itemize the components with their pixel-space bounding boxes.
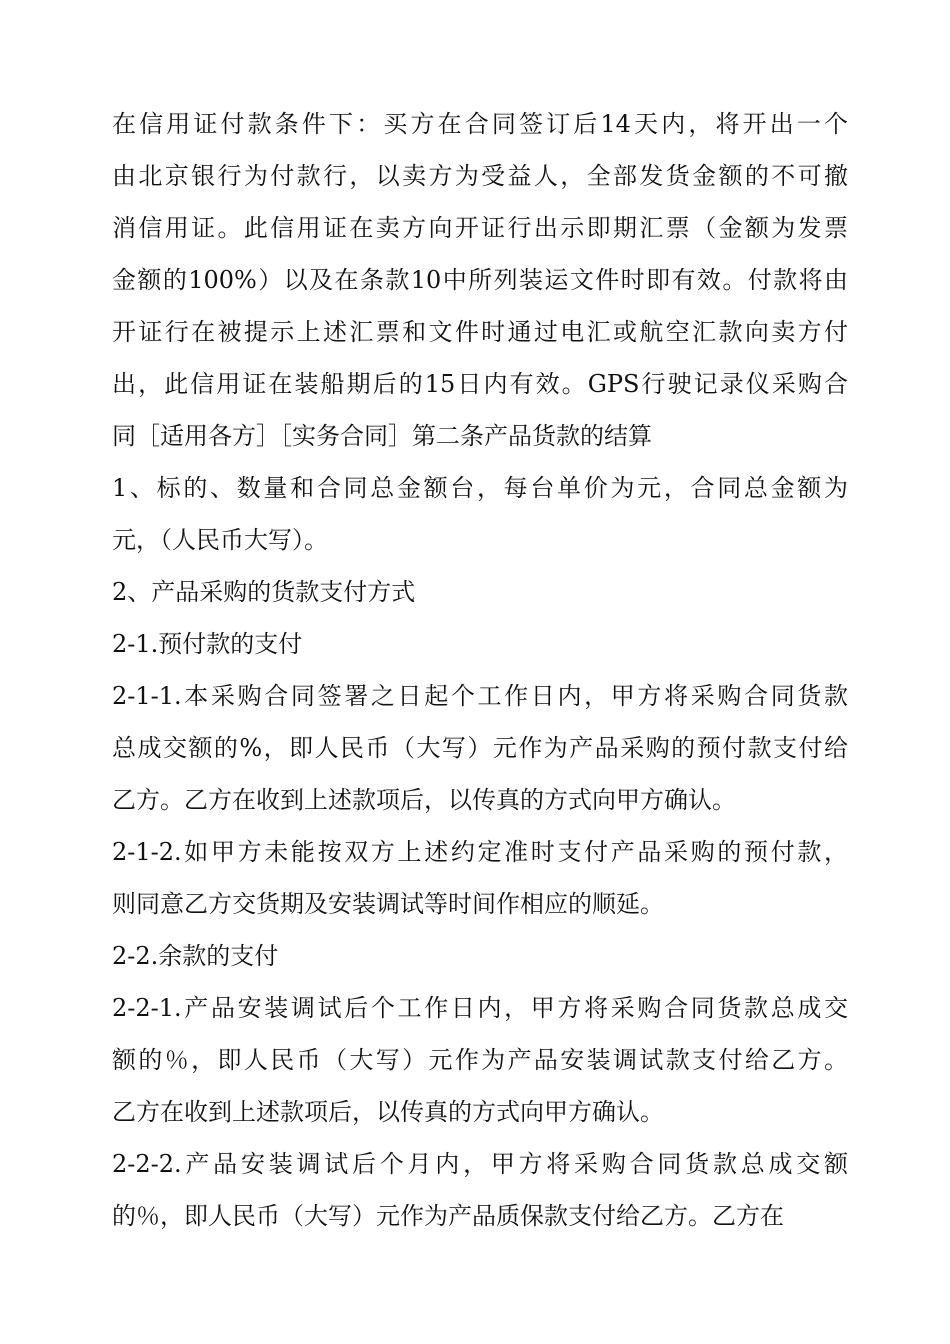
- text-line: 出，此信用证在装船期后的15日内有效。GPS行驶记录仪采购合: [112, 370, 848, 398]
- text-line: 元，（人民币大写）。: [112, 526, 328, 554]
- text-line: 的％，即人民币（大写）元作为产品质保款支付给乙方。乙方在: [112, 1202, 784, 1230]
- text-line: 在信用证付款条件下：买方在合同签订后14天内，将开出一个: [112, 110, 848, 138]
- text-line: 2-1-2.如甲方未能按双方上述约定准时支付产品采购的预付款，: [112, 838, 848, 866]
- text-line: 则同意乙方交货期及安装调试等时间作相应的顺延。: [112, 890, 664, 918]
- text-line: 2-2-2.产品安装调试后个月内，甲方将采购合同货款总成交额: [112, 1150, 848, 1178]
- text-line: 由北京银行为付款行，以卖方为受益人，全部发货金额的不可撤: [112, 162, 848, 190]
- text-line: 同［适用各方］［实务合同］第二条产品货款的结算: [112, 422, 652, 450]
- text-line: 总成交额的%，即人民币（大写）元作为产品采购的预付款支付给: [112, 734, 848, 762]
- text-line: 1、标的、数量和合同总金额台，每台单价为元，合同总金额为: [112, 474, 848, 502]
- text-line: 2-1.预付款的支付: [112, 630, 303, 658]
- text-line: 2、产品采购的货款支付方式: [112, 578, 416, 606]
- text-line: 2-2-1.产品安装调试后个工作日内，甲方将采购合同货款总成交: [112, 994, 848, 1022]
- text-line: 开证行在被提示上述汇票和文件时通过电汇或航空汇款向卖方付: [112, 318, 848, 346]
- document-body: [112, 98, 848, 1242]
- text-line: 额的％，即人民币（大写）元作为产品安装调试款支付给乙方。: [112, 1046, 848, 1074]
- text-line: 消信用证。此信用证在卖方向开证行出示即期汇票（金额为发票: [112, 214, 848, 242]
- text-line: 乙方。乙方在收到上述款项后，以传真的方式向甲方确认。: [112, 786, 736, 814]
- text-line: 金额的100%）以及在条款10中所列装运文件时即有效。付款将由: [112, 266, 848, 294]
- text-line: 乙方在收到上述款项后，以传真的方式向甲方确认。: [112, 1098, 664, 1126]
- text-line: 2-1-1.本采购合同签署之日起个工作日内，甲方将采购合同货款: [112, 682, 848, 710]
- text-line: 2-2.余款的支付: [112, 942, 279, 970]
